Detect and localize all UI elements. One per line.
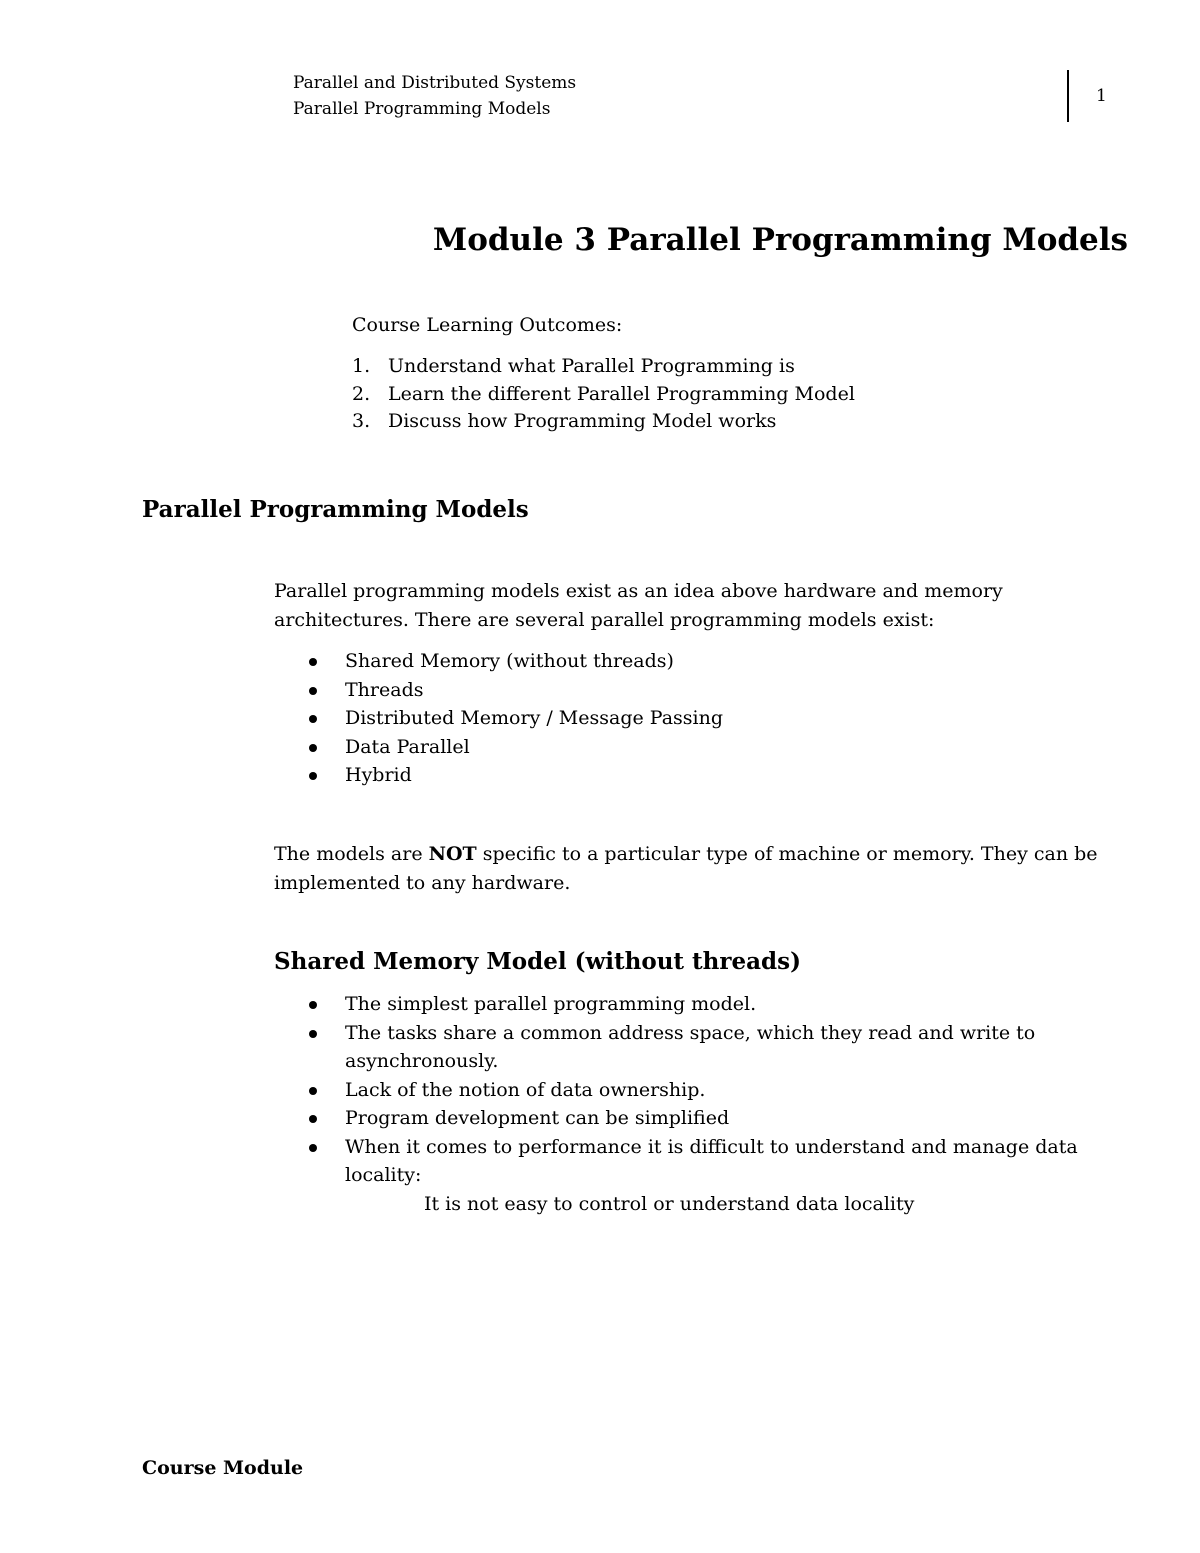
- list-item: Threads: [274, 676, 1074, 705]
- page-footer: Course Module: [142, 1457, 304, 1479]
- list-item: Lack of the notion of data ownership.: [274, 1076, 1114, 1105]
- list-item: The tasks share a common address space, which they read and write to asynchronously.: [274, 1019, 1114, 1076]
- outcome-text: Learn the different Parallel Programming Model: [388, 382, 855, 405]
- list-item: Program development can be simplified: [274, 1104, 1114, 1133]
- models-list: [274, 647, 1074, 790]
- outcomes-label: Course Learning Outcomes:: [352, 314, 623, 336]
- section-intro-paragraph: Parallel programming models exist as an idea above hardware and memory architectures. There are several parallel programming models exist:: [274, 580, 1003, 631]
- bullet-icon: [309, 1087, 317, 1095]
- list-item: Hybrid: [274, 761, 1074, 790]
- bullet-icon: [309, 1001, 317, 1009]
- page-header: [293, 70, 576, 122]
- header-divider: [1067, 70, 1069, 122]
- bullet-icon: [309, 1144, 317, 1152]
- list-item: Distributed Memory / Message Passing: [274, 704, 1074, 733]
- bullet-icon: [309, 715, 317, 723]
- outcome-item: [352, 353, 855, 381]
- shared-memory-points-list: [274, 990, 1114, 1190]
- models-note-paragraph: The models are NOT specific to a particular type of machine or memory. They can be implemented to any hardware.: [274, 843, 1098, 894]
- outcomes-list: [352, 353, 855, 436]
- header-topic: Parallel Programming Models: [293, 99, 551, 119]
- locality-sub-point: It is not easy to control or understand data locality: [424, 1193, 915, 1215]
- emphasis-not: NOT: [428, 843, 477, 865]
- bullet-icon: [309, 1115, 317, 1123]
- outcome-item: [352, 408, 855, 436]
- outcome-text: Understand what Parallel Programming is: [388, 355, 795, 377]
- section-heading-shared-memory: Shared Memory Model (without threads): [274, 948, 801, 975]
- bullet-icon: [309, 658, 317, 666]
- list-item: When it comes to performance it is difficult to understand and manage data locality:: [274, 1133, 1114, 1190]
- list-item: The simplest parallel programming model.: [274, 990, 1114, 1019]
- header-course: Parallel and Distributed Systems: [293, 73, 577, 93]
- outcome-item: [352, 381, 855, 409]
- bullet-icon: [309, 1030, 317, 1038]
- bullet-icon: [309, 744, 317, 752]
- section-heading-programming-models: Parallel Programming Models: [142, 496, 529, 523]
- outcome-text: Discuss how Programming Model works: [388, 410, 777, 432]
- page-number: 1: [1096, 86, 1107, 106]
- bullet-icon: [309, 772, 317, 780]
- list-item: Data Parallel: [274, 733, 1074, 762]
- bullet-icon: [309, 687, 317, 695]
- outcome-number: 1.: [352, 355, 371, 377]
- list-item: Shared Memory (without threads): [274, 647, 1074, 676]
- document-title: Module 3 Parallel Programming Models: [432, 222, 1128, 258]
- outcome-number: 3.: [352, 410, 371, 432]
- outcome-number: 2.: [352, 382, 371, 405]
